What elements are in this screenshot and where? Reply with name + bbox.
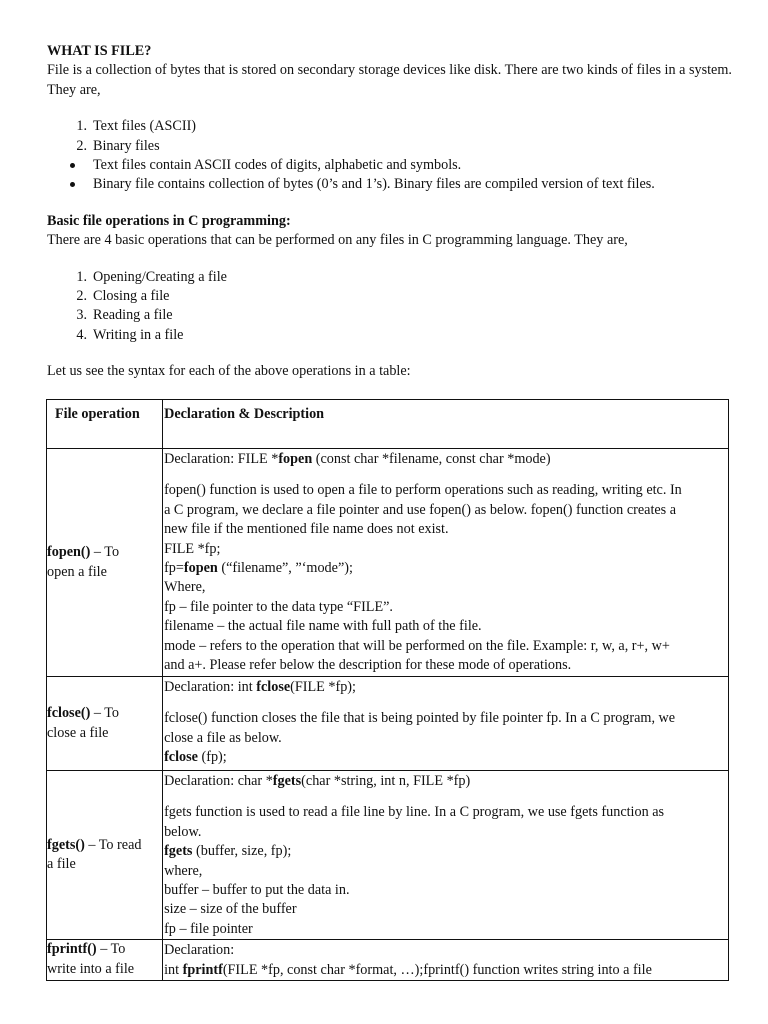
operation-desc-fopen: Declaration: FILE *fopen (const char *filename, const char *mode) fopen() function is used to open a file to perform operations such as reading, writing etc. In a C program, we declare a file pointer and use fopen() as below. fopen() function creates a new file if the mentioned file name does not exist. FILE *fp; fp=fopen (“filename”, ”‘mode”); Where, fp – file pointer to the data type “FILE”. filename – the actual file name with full path of the file. mode – refers to the operation that will be performed on the file. Example: r, w, a, r+, w+ and a+. Please refer below the description for these mode of operations. <box>163 449 729 677</box>
file-operations-table <box>46 399 729 981</box>
section-heading-what-is-file: WHAT IS FILE? <box>47 43 152 59</box>
operation-label-fclose: fclose() – To close a file <box>47 677 163 771</box>
section-heading-basic-ops: Basic file operations in C programming: <box>47 212 291 229</box>
list-item: 3. Reading a file <box>76 307 173 324</box>
document-body <box>47 42 737 382</box>
table-row-fprintf <box>47 940 729 981</box>
file-kinds-list <box>47 117 737 195</box>
column-header-declaration: Declaration & Description <box>163 400 729 449</box>
list-item: 2. Binary files <box>76 137 160 154</box>
operation-label-fgets: fgets() – To read a file <box>47 771 163 940</box>
table-header-row <box>47 400 729 449</box>
operation-label-fprintf: fprintf() – To write into a file <box>47 940 163 981</box>
list-item: 1. Text files (ASCII) <box>76 118 197 135</box>
operation-desc-fgets: Declaration: char *fgets(char *string, int n, FILE *fp) fgets function is used to read a file line by line. In a C program, we use fgets function as below. fgets (buffer, size, fp); where, buffer – buffer to put the data in. size – size of the buffer fp – file pointer <box>163 771 729 940</box>
operations-list <box>47 268 737 346</box>
list-item: 1. Opening/Creating a file <box>76 268 227 285</box>
table-row-fopen <box>47 449 729 677</box>
list-item: Binary file contains collection of bytes (0’s and 1’s). Binary files are compiled version of text files. <box>47 175 737 194</box>
table-row-fclose <box>47 677 729 771</box>
list-item: Text files contain ASCII codes of digits, alphabetic and symbols. <box>47 156 737 175</box>
operation-label-fopen: fopen() – To open a file <box>47 449 163 677</box>
table-row-fgets <box>47 771 729 940</box>
list-item: 2. Closing a file <box>76 288 170 305</box>
operation-desc-fclose: Declaration: int fclose(FILE *fp); fclose() function closes the file that is being pointed by file pointer fp. In a C program, we close a file as below. fclose (fp); <box>163 677 729 771</box>
column-header-file-operation: File operation <box>47 400 163 449</box>
intro-paragraph: File is a collection of bytes that is stored on secondary storage devices like disk. There are two kinds of files in a system. They are, <box>47 62 732 98</box>
bullet-icon <box>70 182 75 187</box>
ops-paragraph: There are 4 basic operations that can be performed on any files in C programming language. They are, <box>47 232 628 249</box>
table-intro: Let us see the syntax for each of the above operations in a table: <box>47 363 411 380</box>
list-item: 4. Writing in a file <box>76 326 184 343</box>
bullet-icon <box>70 163 75 168</box>
operation-desc-fprintf: Declaration: int fprintf(FILE *fp, const char *format, …);fprintf() function writes string into a file <box>163 940 729 981</box>
